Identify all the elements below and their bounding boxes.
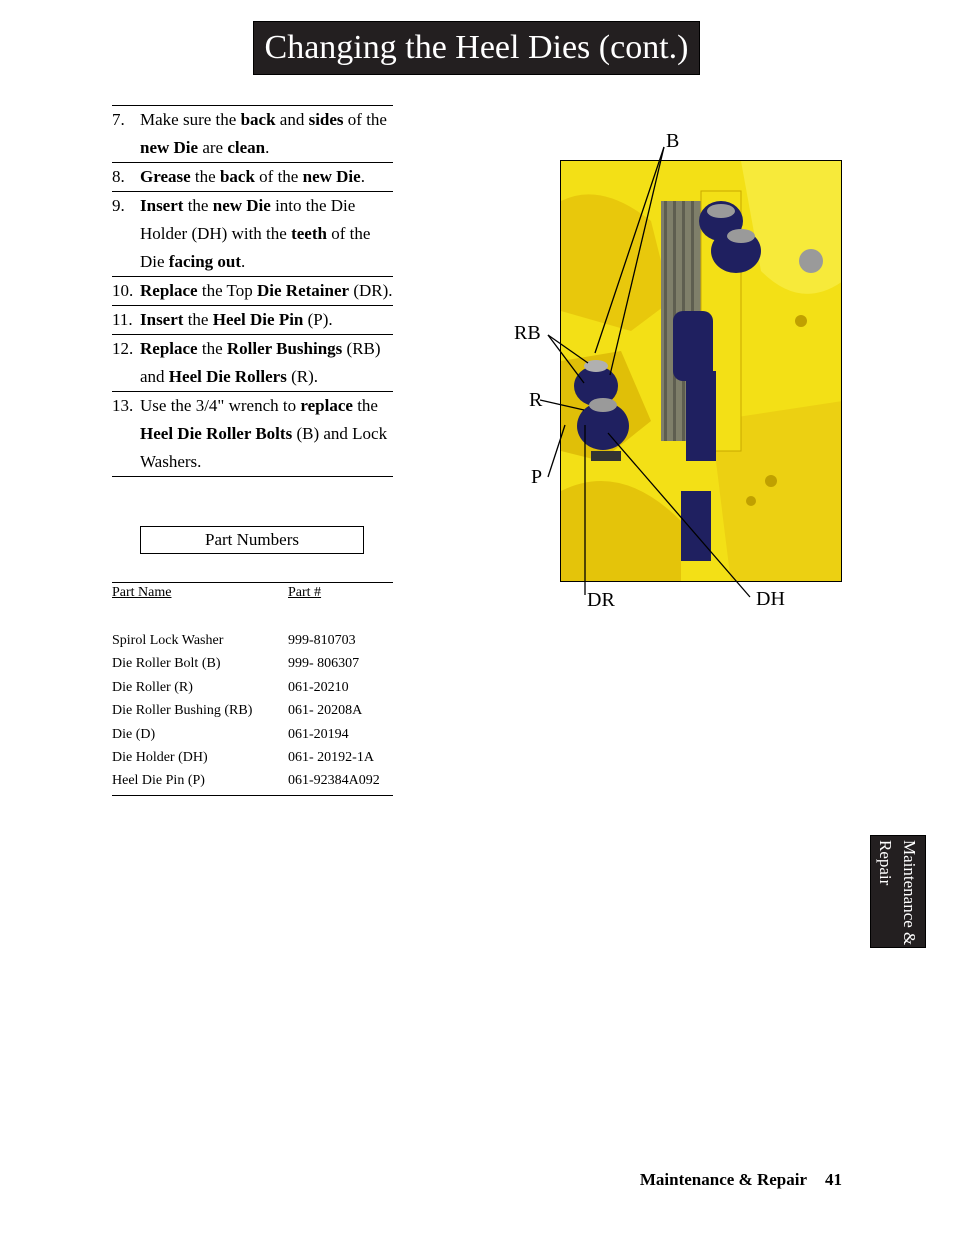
step-text: Replace the Roller Bushings (RB) and Heel Die Rollers (R).	[140, 339, 381, 386]
callout-lines	[500, 125, 850, 615]
table-row	[112, 746, 393, 769]
instruction-step	[112, 391, 393, 477]
callout-dh: DH	[756, 588, 785, 610]
part-number-cell: 061- 20208A	[288, 703, 363, 719]
step-text: Replace the Top Die Retainer (DR).	[140, 281, 393, 300]
callout-b: B	[666, 130, 680, 152]
instruction-step	[112, 162, 393, 191]
col-part-name: Part Name	[112, 585, 172, 600]
instruction-steps	[112, 105, 393, 477]
part-number-cell: 061-20194	[288, 726, 349, 742]
step-text: Use the 3/4" wrench to replace the Heel Die Roller Bolts (B) and Lock Washers.	[140, 396, 388, 471]
part-number-cell: 061-20210	[288, 679, 349, 695]
callout-dr: DR	[587, 589, 615, 611]
page-title: Changing the Heel Dies (cont.)	[253, 21, 700, 75]
part-name-cell: Spirol Lock Washer	[112, 633, 224, 648]
instruction-step	[112, 105, 393, 162]
part-number-cell: 061- 20192-1A	[288, 750, 374, 766]
callout-r: R	[529, 389, 543, 411]
part-number-cell: 061-92384A092	[288, 773, 380, 789]
instruction-step	[112, 305, 393, 334]
parts-table	[112, 582, 393, 796]
part-name-cell: Die Roller (R)	[112, 679, 193, 695]
step-number: 11.	[112, 310, 133, 329]
section-side-tab: Maintenance & Repair	[870, 835, 926, 948]
col-part-number: Part #	[288, 585, 322, 600]
step-text: Make sure the back and sides of the new Die are clean.	[140, 110, 387, 157]
step-number: 10.	[112, 281, 134, 300]
table-row	[112, 699, 393, 722]
step-text: Grease the back of the new Die.	[140, 167, 365, 186]
part-number-cell: 999-810703	[288, 633, 356, 648]
step-number: 7.	[112, 110, 125, 129]
footer-section: Maintenance & Repair	[639, 1170, 807, 1189]
step-text: Insert the Heel Die Pin (P).	[140, 310, 333, 329]
step-text: Insert the new Die into the Die Holder (DH) with the teeth of the Die facing out.	[140, 196, 371, 271]
roller-assembly-figure	[500, 125, 850, 615]
callout-p: P	[531, 466, 543, 488]
part-number-cell: 999- 806307	[288, 656, 360, 672]
part-name-cell: Heel Die Pin (P)	[112, 773, 205, 789]
part-name-cell: Die (D)	[112, 726, 156, 742]
callout-rb: RB	[514, 322, 541, 344]
part-name-cell: Die Roller Bushing (RB)	[112, 703, 253, 719]
step-number: 9.	[112, 196, 125, 215]
part-numbers-heading: Part Numbers	[140, 526, 364, 554]
table-row	[112, 723, 393, 746]
table-row	[112, 676, 393, 699]
part-name-cell: Die Holder (DH)	[112, 750, 208, 766]
step-number: 12.	[112, 339, 134, 358]
parts-table-header	[112, 582, 393, 629]
part-name-cell: Die Roller Bolt (B)	[112, 656, 221, 672]
table-row	[112, 652, 393, 675]
step-number: 8.	[112, 167, 125, 186]
instruction-step	[112, 191, 393, 276]
page-number: 41	[825, 1170, 842, 1189]
instruction-step	[112, 334, 393, 391]
step-number: 13.	[112, 396, 134, 415]
table-row	[112, 629, 393, 652]
instruction-step	[112, 276, 393, 305]
page-footer	[640, 1170, 842, 1190]
table-row	[112, 769, 393, 792]
